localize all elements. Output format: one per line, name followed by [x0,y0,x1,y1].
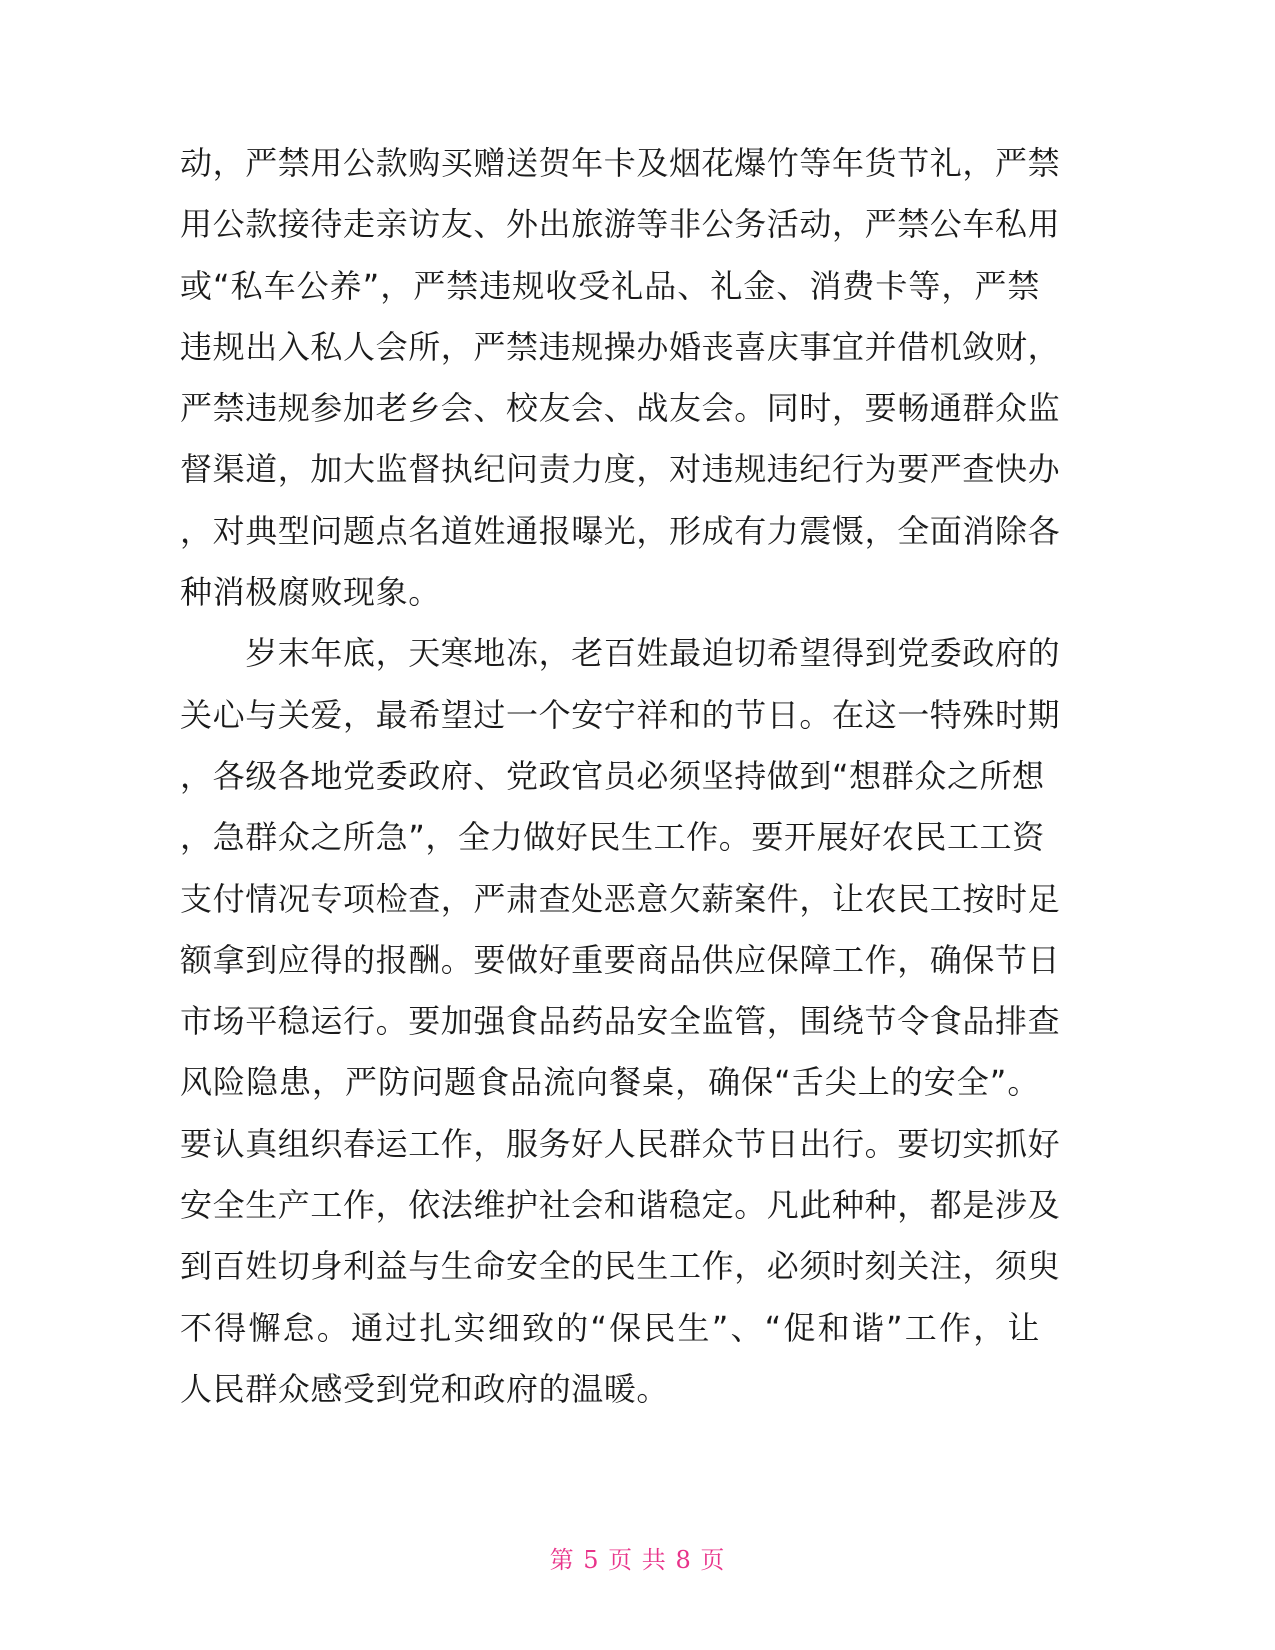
text-line: ，各级各地党委政府、党政官员必须坚持做到“想群众之所想 [180,756,1045,795]
text-line: 严禁违规参加老乡会、校友会、战友会。同时，要畅通群众监 [180,389,1061,428]
text-line: 种消极腐败现象。 [180,573,441,612]
page-number-footer: 第 5 页 共 8 页 [549,1546,726,1574]
text-line: 或“私车公养”，严禁违规收受礼品、礼金、消费卡等，严禁 [180,266,1040,305]
text-line: 市场平稳运行。要加强食品药品安全监管，围绕节令食品排查 [180,1002,1061,1041]
text-line: 督渠道，加大监督执纪问责力度，对违规违纪行为要严查快办 [180,450,1061,489]
body-text [180,133,1061,1420]
text-line: 支付情况专项检查，严肃查处恶意欠薪案件，让农民工按时足 [180,879,1061,918]
text-line: 要认真组织春运工作，服务好人民群众节日出行。要切实抓好 [180,1124,1061,1163]
text-line: 安全生产工作，依法维护社会和谐稳定。凡此种种，都是涉及 [180,1186,1061,1225]
text-line: 不得懈怠。通过扎实细致的“保民生”、“促和谐”工作，让 [180,1308,1040,1347]
text-line: 额拿到应得的报酬。要做好重要商品供应保障工作，确保节日 [180,940,1061,979]
text-line: 动，严禁用公款购买赠送贺年卡及烟花爆竹等年货节礼，严禁 [180,144,1061,182]
text-line: 关心与关爱，最希望过一个安宁祥和的节日。在这一特殊时期 [180,695,1061,734]
text-line: ，急群众之所急”，全力做好民生工作。要开展好农民工工资 [180,818,1045,857]
text-line: ，对典型问题点名道姓通报曝光，形成有力震慑，全面消除各 [180,511,1061,550]
text-line: 风险隐患，严防问题食品流向餐桌，确保“舌尖上的安全”。 [180,1063,1040,1102]
text-line: 人民群众感受到党和政府的温暖。 [180,1369,670,1408]
text-line: 到百姓切身利益与生命安全的民生工作，必须时刻关注，须臾 [180,1247,1061,1286]
text-line: 岁末年底，天寒地冻，老百姓最迫切希望得到党委政府的 [180,634,1061,673]
text-line: 用公款接待走亲访友、外出旅游等非公务活动，严禁公车私用 [180,205,1061,244]
text-line: 违规出入私人会所，严禁违规操办婚丧喜庆事宜并借机敛财， [180,327,1061,366]
